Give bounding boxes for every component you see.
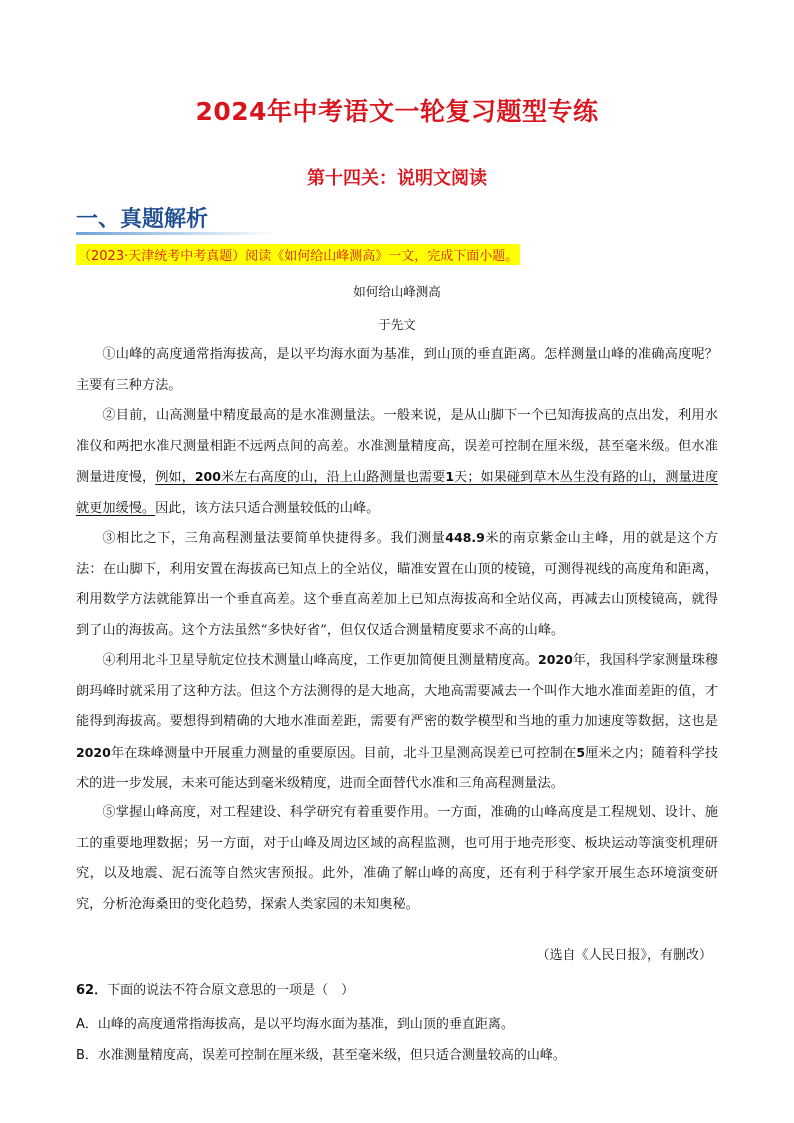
- underline-part-3: 天；如果碰到草木丛生没有路的山，测量进度就更加缓慢。: [76, 470, 719, 516]
- paragraph-5: ⑤掌握山峰高度，对工程建设、科学研究有着重要作用。一方面，准确的山峰高度是工程规划、设计、施工的重要地理数据；另一方面，对于山峰及周边区域的高程监测，也可用于地壳形变、板块运动等演变机理研究，以及地震、泥石流等自然灾害预报。此外，准确了解山峰的高度，还有利于科学家开展生态环境演变研究，分析沧海桑田的变化趋势，探索人类家园的未知奥秘。: [76, 805, 718, 912]
- paragraph-2-text-b: 因此，该方法只适合测量较低的山峰。: [155, 500, 380, 516]
- paragraph-3: [76, 523, 718, 646]
- question-number: 62．: [76, 983, 108, 998]
- number-5: 5: [576, 744, 586, 760]
- paragraph-4-text-b: 年，我国科学家测量珠穆朗玛峰时就采用了这种方法。但这个方法测得的是大地高，大地高需要减去一个叫作大地水准面差距的值，才能得到海拔高。要想得到精确的大地水准面差距，需要有严密的数学模型和当地的重力加速度等数据，这也是: [76, 653, 718, 729]
- question-stem: 下面的说法不符合原文意思的一项是（ ）: [107, 983, 355, 998]
- main-title: 2024年中考语文一轮复习题型专练: [195, 97, 599, 126]
- number-1: 1: [445, 469, 455, 484]
- paragraph-1: ①山峰的高度通常指海拔高，是以平均海水面为基准，到山顶的垂直距离。怎样测量山峰的准确高度呢？主要有三种方法。: [76, 347, 718, 393]
- paragraph-2-text-a: ②目前，山高测量中精度最高的是水准测量法。一般来说，是从山脚下一个已知海拔高的点出发，利用水准仪和两把水准尺测量相距不远两点间的高差。水准测量精度高，误差可控制在厘米级，甚至毫米级。但水准测量进度慢，: [76, 408, 718, 485]
- source-instruction: （2023·天津统考中考真题）阅读《如何给山峰测高》一文，完成下面小题。: [76, 244, 520, 265]
- number-200: 200: [194, 469, 221, 484]
- paragraph-2: [76, 401, 718, 524]
- option-b: B．水准测量精度高，误差可控制在厘米级，甚至毫米级，但只适合测量较高的山峰。: [76, 1048, 566, 1063]
- underline-part-2: 米左右高度的山，沿上山路测量也需要: [220, 470, 446, 485]
- paragraph-3-text-a: ③相比之下，三角高程测量法要简单快捷得多。我们测量: [102, 531, 446, 546]
- paragraph-4-text-d: 厘米之内；随着科学技术的进一步发展，未来可能达到毫米级精度，进而全面替代水准和三角高程测量法。: [76, 745, 719, 791]
- section-heading: [76, 202, 286, 236]
- sub-title: 第十四关：说明文阅读: [307, 168, 487, 189]
- article-title: 如何给山峰测高: [353, 284, 441, 299]
- number-2020-a: 2020: [538, 652, 573, 667]
- paragraph-4-text-a: ④利用北斗卫星导航定位技术测量山峰高度，工作更加简便且测量精度高。: [102, 653, 538, 668]
- paragraph-3-text-b: 米的南京紫金山主峰，用的就是这个方法：在山脚下，利用安置在海拔高已知点上的全站仪，瞄准安置在山顶的棱镜，可测得视线的高度角和距离，利用数学方法就能算出一个垂直高差。这个垂直高差加上已知点海拔高和全站仪高，再减去山顶棱镜高，就得到了山的海拔高。这个方法虽然“多快好省”，但仅仅适合测量精度要求不高的山峰。: [76, 531, 719, 638]
- option-a: A．山峰的高度通常指海拔高，是以平均海水面为基准，到山顶的垂直距离。: [76, 1017, 514, 1032]
- paragraph-4-text-c: 年在珠峰测量中开展重力测量的重要原因。目前，北斗卫星测高误差已可控制在: [110, 745, 577, 761]
- paragraph-4: [76, 645, 718, 800]
- number-448-9: 448.9: [445, 530, 485, 545]
- question-62: [76, 979, 354, 998]
- section-heading-text: 一、真题解析: [76, 207, 209, 232]
- number-2020-b: 2020: [76, 744, 111, 760]
- article-author: 于先文: [378, 317, 416, 332]
- article-credit: （选自《人民日报》，有删改）: [536, 948, 712, 963]
- section-heading-underline: [76, 232, 276, 235]
- underline-part-1: 例如，: [155, 470, 195, 485]
